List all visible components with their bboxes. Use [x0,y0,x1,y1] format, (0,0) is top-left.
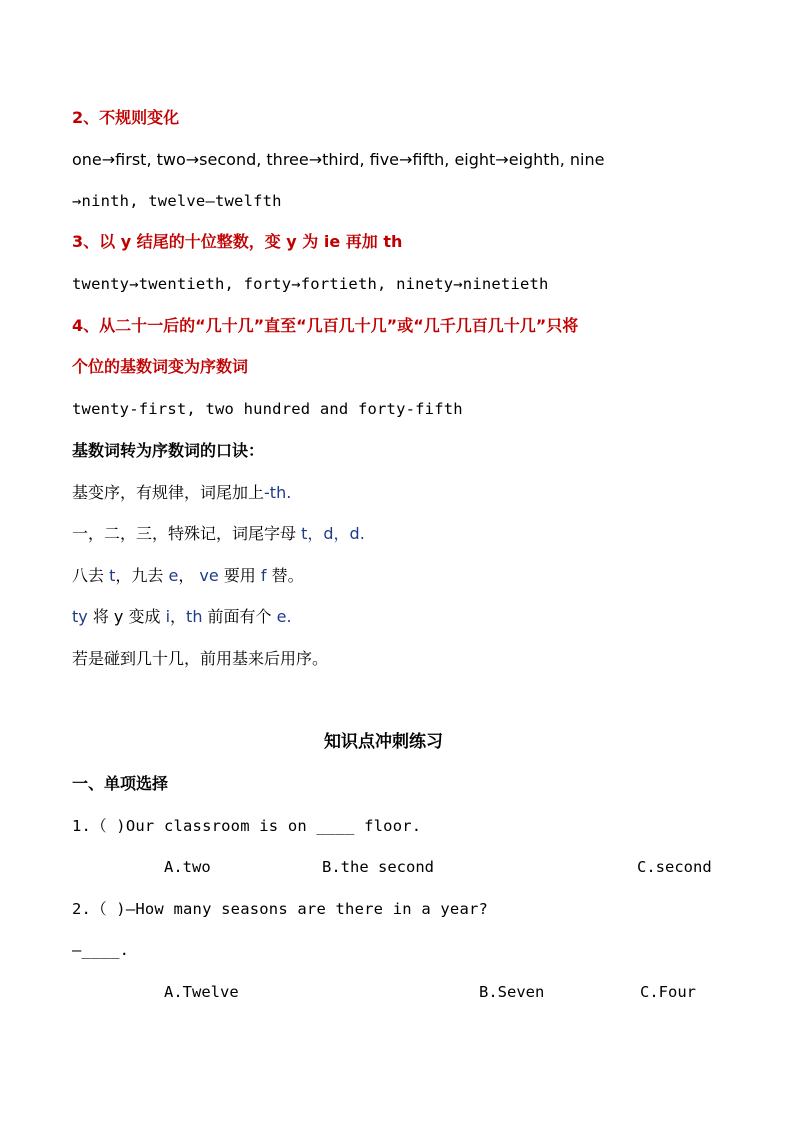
question-1-option-b[interactable]: B.the second [322,858,434,876]
ty-rule-examples: twenty→twentieth, forty→fortieth, ninety→ninetieth [72,275,549,293]
rhyme-line-3 [72,566,304,586]
rhyme-line-2 [72,524,365,544]
question-1-option-a[interactable]: A.two [164,858,211,876]
rhyme-line-5: 若是碰到几十几，前用基来后用序。 [72,649,329,668]
question-1-option-c[interactable]: C.second [637,858,712,876]
rhyme-line-3-g: 要用 [218,566,261,585]
rhyme-line-4-f: 前面有个 [202,607,277,626]
rhyme-line-2-en: t，d，d. [296,524,365,543]
rhyme-line-4 [72,607,292,627]
rhyme-line-3-d: e [168,566,179,585]
rhyme-line-4-g: e. [276,607,292,626]
question-2-option-c[interactable]: C.Four [640,983,696,1001]
rhyme-line-3-i: 替。 [266,566,304,585]
rhyme-title: 基数词转为序数词的口诀： [72,441,265,460]
rhyme-line-3-a: 八去 [72,566,110,585]
compound-rule-examples: twenty-first, two hundred and forty-fifth [72,400,463,418]
rhyme-line-1 [72,483,291,503]
question-2-option-a[interactable]: A.Twelve [164,983,239,1001]
rhyme-line-3-h: f [260,566,267,585]
irregular-heading: 2、不规则变化 [72,108,180,127]
rhyme-line-4-a: ty [72,607,88,626]
irregular-examples-line1: one→first, two→second, three→third, five→fifth, eight→eighth, nine [72,150,605,169]
question-2-stem: 2.（ )—How many seasons are there in a year? [72,900,489,918]
exercise-section-title: 知识点冲刺练习 [324,732,443,752]
ty-rule-heading: 3、以 y 结尾的十位整数，变 y 为 ie 再加 th [72,232,403,251]
rhyme-line-3-f: ve [199,566,219,585]
compound-rule-heading-line1: 4、从二十一后的“几十几”直至“几百几十几”或“几千几百几十几”只将 [72,316,579,335]
rhyme-line-4-c: i [165,607,171,626]
rhyme-line-1-en: -th. [264,483,292,502]
question-2-answer-line: —____. [72,941,130,959]
question-1-stem: 1.（ )Our classroom is on ____ floor. [72,817,422,835]
rhyme-line-4-e: th [186,607,203,626]
rhyme-line-3-b: t [109,566,116,585]
rhyme-line-4-b: 将 y 变成 [87,607,166,626]
question-2-option-b[interactable]: B.Seven [479,983,545,1001]
rhyme-line-1-cn: 基变序，有规律，词尾加上 [72,483,265,502]
rhyme-line-2-cn: 一，二，三，特殊记，词尾字母 [72,524,297,543]
irregular-examples-line2: →ninth, twelve—twelfth [72,192,282,210]
rhyme-line-3-c: ，九去 [115,566,169,585]
part-title-single-choice: 一、单项选择 [72,774,169,793]
rhyme-line-4-d: ， [170,607,187,626]
rhyme-line-3-e: ， [178,566,200,585]
compound-rule-heading-line2: 个位的基数词变为序数词 [72,357,249,376]
